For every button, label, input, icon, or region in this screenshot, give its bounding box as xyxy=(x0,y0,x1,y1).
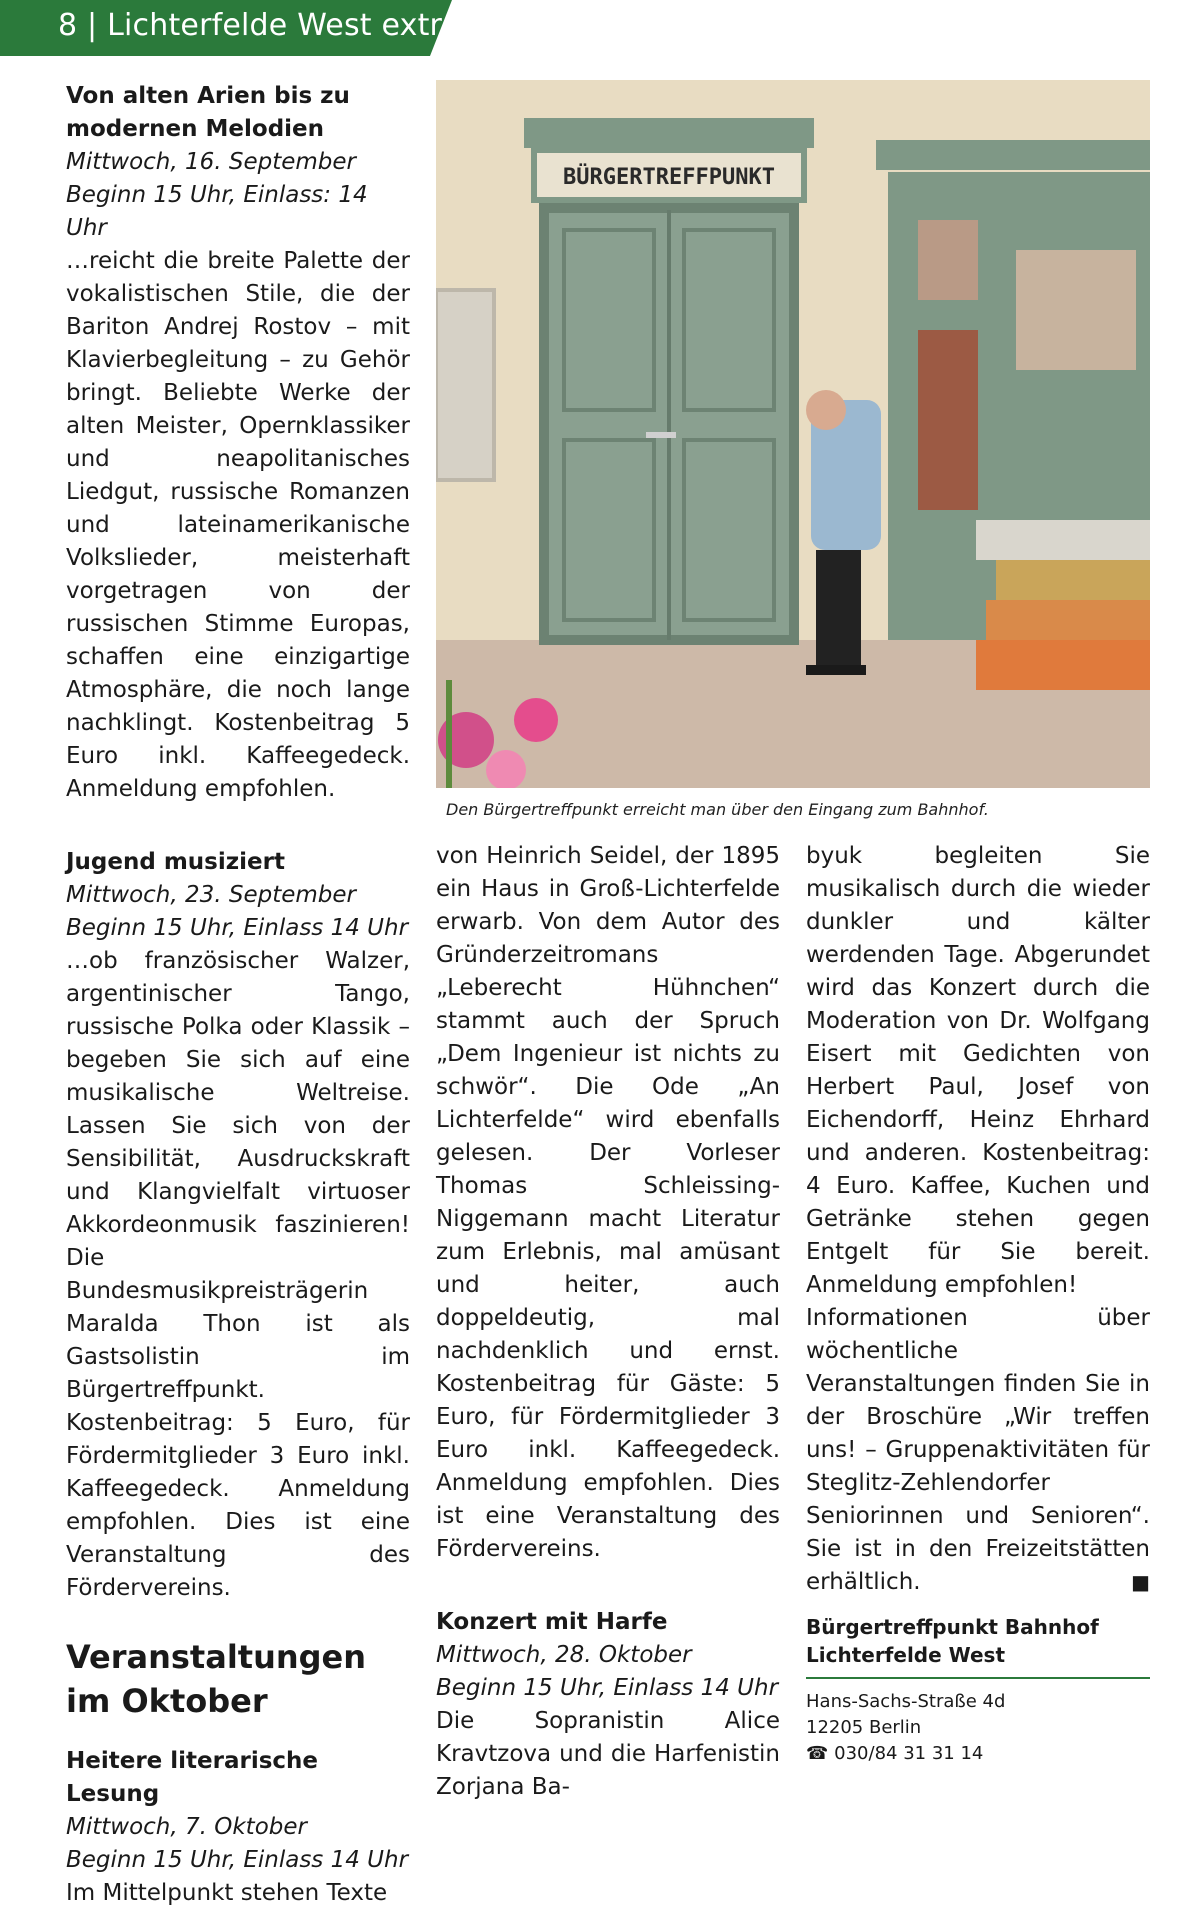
article-date-arien: Mittwoch, 16. September xyxy=(66,149,357,175)
header-divider: | xyxy=(87,8,108,43)
article-body-jugend: …ob französischer Walzer, argentinischer Tango, russische Polka oder Klassik – begeben Sie sich auf eine musikalische Weltreise. Lassen Sie sich von der Sensibilität, Ausdruckskraft und Klangvielfalt virtuoser Akkordeonmusik faszinieren! Die Bundesmusikpreisträgerin Maralda Thon ist als Gastsolistin im Bürgertreffpunkt. Kostenbeitrag: 5 Euro, für Fördermitglieder 3 Euro inkl. Kaffeegedeck. Anmeldung empfohlen. Dies ist eine Veranstaltung des Fördervereins. xyxy=(66,948,410,1601)
info-text: Informationen über wöchentliche Veranstaltungen finden Sie in der Broschüre „Wir treffen uns! – Gruppenaktivitäten für Steglitz-Zehlendorfer Seniorinnen und Senioren“. Sie ist in den Freizeitstätten erhältlich. xyxy=(806,1305,1150,1595)
article-time-lesung: Beginn 15 Uhr, Einlass 14 Uhr xyxy=(66,1847,409,1873)
address-phone: ☎ 030/84 31 31 14 xyxy=(806,1743,984,1764)
address-street: Hans-Sachs-Straße 4d xyxy=(806,1691,1006,1712)
address-city: 12205 Berlin xyxy=(806,1717,922,1738)
info-paragraph xyxy=(806,1302,1150,1599)
photo-buergertreffpunkt xyxy=(436,80,1150,788)
article-title-lesung: Heitere literarische Lesung xyxy=(66,1748,319,1807)
article-body-lesung-cont: von Heinrich Seidel, der 1895 ein Haus in Groß-Lichterfelde erwarb. Von dem Autor des Gründerzeitromans „Leberecht Hühnchen“ stammt auch der Spruch „Dem Ingenieur ist nichts zu schwör“. Die Ode „An Lichterfelde“ wird ebenfalls gelesen. Der Vorleser Thomas Schleissing-Niggemann macht Literatur zum Erlebnis, mal amüsant und heiter, auch doppeldeutig, mal nachdenklich und ernst. Kostenbeitrag für Gäste: 5 Euro, für Fördermitglieder 3 Euro inkl. Kaffeegedeck. Anmeldung empfohlen. Dies ist eine Veranstaltung des Fördervereins. xyxy=(436,843,780,1562)
article-title-arien: Von alten Arien bis zu modernen Melodien xyxy=(66,83,350,142)
article-body-harfe-cont: byuk begleiten Sie musikalisch durch die wieder dunkler und kälter werdenden Tage. Abgerundet wird das Konzert durch die Moderation von Dr. Wolfgang Eisert mit Gedichten von Herbert Paul, Josef von Eichendorff, Heinz Ehrhard und anderen. Kostenbeitrag: 4 Euro. Kaffee, Kuchen und Getränke stehen gegen Entgelt für Sie bereit. Anmeldung empfohlen! xyxy=(806,843,1150,1298)
right-column xyxy=(806,840,1150,1767)
article-date-harfe: Mittwoch, 28. Oktober xyxy=(436,1642,692,1668)
article-body-arien: …reicht die breite Palette der vokalistischen Stile, die der Bariton Andrej Rostov – mit Klavierbegleitung – zu Gehör bringt. Beliebte Werke der alten Meister, Opernklassiker und neapolitanisches Liedgut, russische Romanzen und lateinamerikanische Volkslieder, meisterhaft vorgetragen von der russischen Stimme Europas, schaffen eine einzigartige Atmosphäre, die noch lange nachklingt. Kostenbeitrag 5 Euro inkl. Kaffeegedeck. Anmeldung empfohlen. xyxy=(66,248,410,802)
article-body-harfe-start: Die Sopranistin Alice Kravtzova und die Harfenistin Zorjana Ba- xyxy=(436,1708,780,1800)
address-divider xyxy=(806,1677,1150,1679)
article-title-jugend: Jugend musiziert xyxy=(66,849,285,875)
address-block-title xyxy=(806,1613,1150,1669)
left-column xyxy=(66,80,410,1910)
section-title-oktober: Veranstaltungen im Oktober xyxy=(66,1638,367,1720)
article-time-harfe: Beginn 15 Uhr, Einlass 14 Uhr xyxy=(436,1675,779,1701)
article-time-jugend: Beginn 15 Uhr, Einlass 14 Uhr xyxy=(66,915,409,941)
page-header xyxy=(58,8,461,43)
header-title: Lichterfelde West extra xyxy=(107,8,461,43)
door-sign: BÜRGERTREFFPUNKT xyxy=(563,165,775,190)
middle-column xyxy=(436,840,780,1804)
address-name-line1: Bürgertreffpunkt Bahnhof xyxy=(806,1615,1099,1639)
article-date-lesung: Mittwoch, 7. Oktober xyxy=(66,1814,307,1840)
article-body-lesung-start: Im Mittelpunkt stehen Texte xyxy=(66,1880,388,1906)
article-date-jugend: Mittwoch, 23. September xyxy=(66,882,357,908)
address-name-line2: Lichterfelde West xyxy=(806,1643,1006,1667)
photo-caption: Den Bürgertreffpunkt erreicht man über den Eingang zum Bahnhof. xyxy=(446,800,989,819)
photo-illustration xyxy=(436,80,1150,788)
article-time-arien: Beginn 15 Uhr, Einlass: 14 Uhr xyxy=(66,182,368,241)
end-mark: ■ xyxy=(1131,1570,1150,1594)
article-title-harfe: Konzert mit Harfe xyxy=(436,1609,668,1635)
page-number: 8 xyxy=(58,8,78,43)
